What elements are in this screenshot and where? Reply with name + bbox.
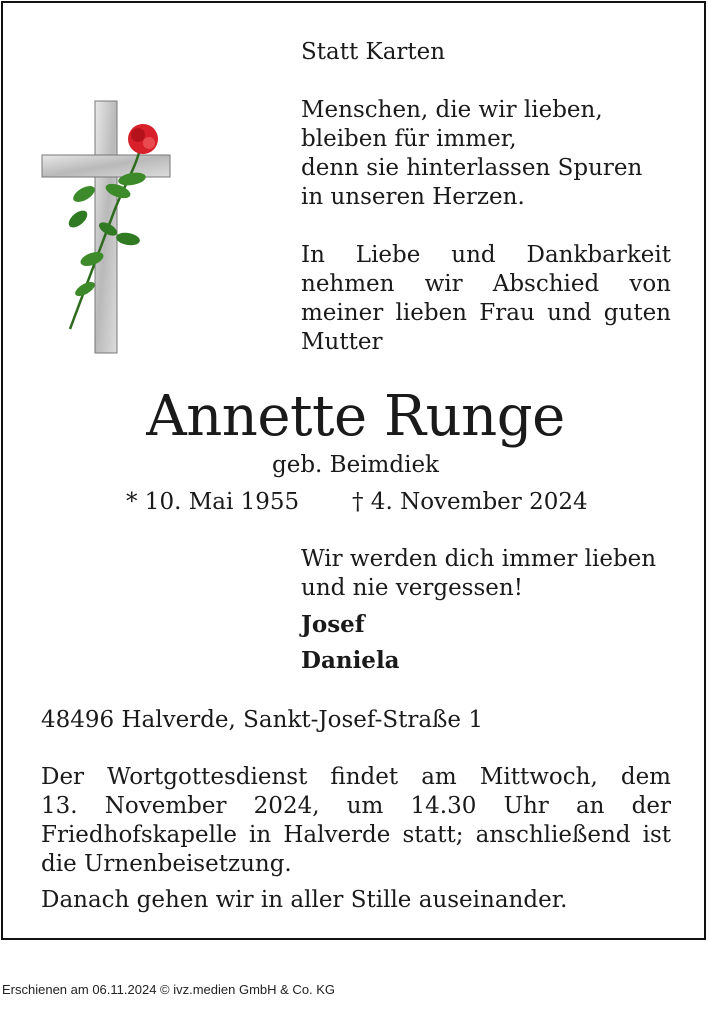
service-line: 13. November 2024, um 14.30 Uhr an der (41, 793, 671, 819)
maiden-name: geb. Beimdiek (272, 452, 439, 478)
poem-line: in unseren Herzen. (301, 184, 525, 210)
poem-line: bleiben für immer, (301, 126, 517, 152)
poem-line: denn sie hinterlassen Spuren (301, 155, 643, 181)
farewell-line: Mutter (301, 329, 383, 355)
poem-line: Menschen, die wir lieben, (301, 97, 603, 123)
farewell-line: In Liebe und Dankbarkeit (301, 242, 671, 268)
publication-footer: Erschienen am 06.11.2024 © ivz.medien GmbH & Co. KG (2, 982, 336, 997)
farewell-line: nehmen wir Abschied von (301, 271, 671, 297)
closing-line: und nie vergessen! (301, 575, 523, 601)
cross-with-rose-icon (40, 99, 172, 355)
closing-line: Wir werden dich immer lieben (301, 546, 657, 572)
mourner-name: Daniela (301, 647, 400, 674)
final-note: Danach gehen wir in aller Stille auseinander. (41, 887, 568, 913)
intro-text: Statt Karten (301, 39, 446, 65)
obituary-card (1, 1, 706, 940)
service-line: Friedhofskapelle in Halverde statt; anschließend ist (41, 822, 671, 848)
service-line: Der Wortgottesdienst findet am Mittwoch, dem (41, 764, 671, 790)
service-line: die Urnenbeisetzung. (41, 851, 292, 877)
address: 48496 Halverde, Sankt-Josef-Straße 1 (41, 707, 483, 733)
deceased-name: Annette Runge (146, 384, 565, 449)
farewell-line: meiner lieben Frau und guten (301, 300, 671, 326)
birth-date: * 10. Mai 1955 (126, 489, 300, 515)
mourner-name: Josef (301, 611, 365, 638)
death-date: † 4. November 2024 (352, 489, 588, 515)
